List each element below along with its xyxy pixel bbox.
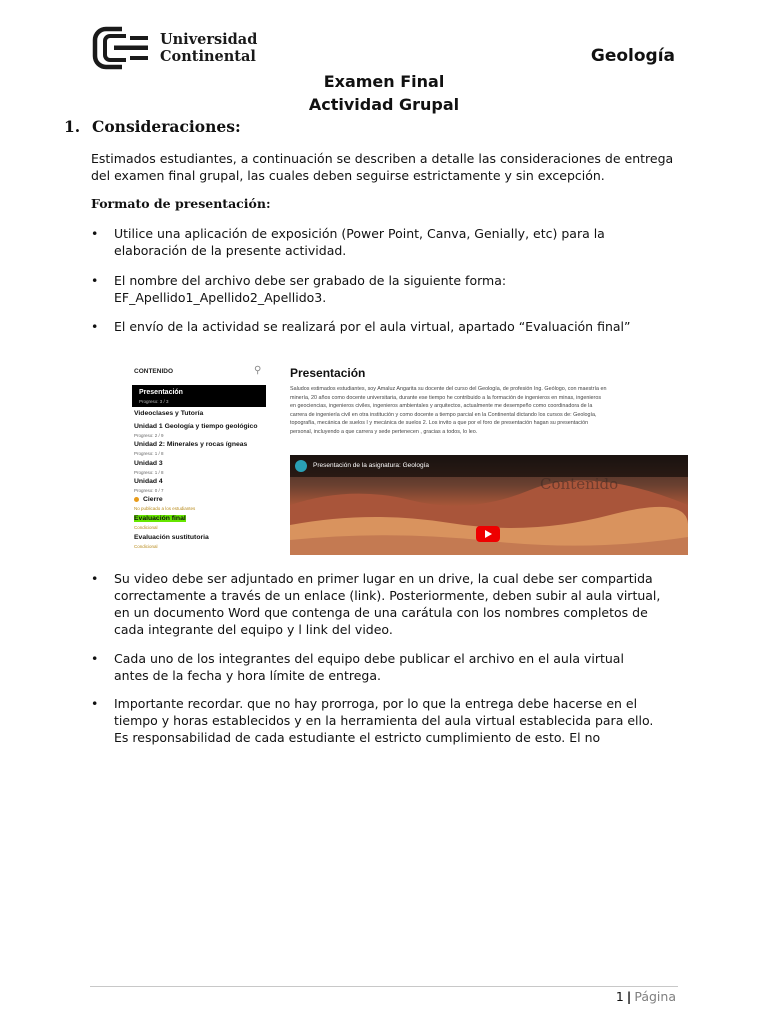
intro-line-2: del examen final grupal, las cuales deben seguirse estrictamente y sin excepción. (91, 168, 605, 183)
bullet-icon: • (91, 273, 99, 288)
sidebar-item-evaluacion-sustitutoria: Evaluación sustitutoria (134, 534, 209, 541)
sidebar-item-progress: Progreso: 3 / 3 (139, 399, 169, 404)
bullet-icon: • (91, 696, 99, 711)
sidebar-item-progress: Progreso: 2 / 9 (134, 433, 164, 438)
section-number: 1. (64, 117, 81, 136)
list-item-line: Su video debe ser adjuntado en primer lugar en un drive, la cual debe ser compartida (114, 571, 653, 586)
sidebar-item-label: Cierre (143, 496, 163, 503)
sidebar-item-progress: Progreso: 0 / 7 (134, 488, 164, 493)
sidebar-item-cierre (134, 496, 163, 503)
footer-divider (90, 986, 678, 987)
page-number: 1 (615, 989, 624, 1004)
page-label: Página (634, 989, 676, 1004)
sidebar-item-progress: Progreso: 1 / 8 (134, 470, 164, 475)
sidebar-heading: CONTENIDO (134, 368, 173, 375)
list-item-line: El envío de la actividad se realizará por el aula virtual, apartado “Evaluación final” (114, 319, 631, 334)
continental-logo-icon (92, 26, 150, 70)
sidebar-item-unidad-2: Unidad 2: Minerales y rocas ígneas (134, 441, 248, 448)
course-name: Geología (590, 46, 675, 66)
play-icon (476, 526, 500, 542)
sidebar-item-evaluacion-final (134, 515, 186, 522)
presentation-panel (289, 355, 689, 555)
footer-separator: | (626, 989, 632, 1004)
bullet-icon: • (91, 226, 99, 241)
list-item-line: Importante recordar. que no hay prorroga, por lo que la entrega debe hacerse en el (114, 696, 638, 711)
university-logo (92, 26, 257, 70)
list-item-line: El nombre del archivo debe ser grabado de la siguiente forma: (114, 273, 507, 288)
panel-title: Presentación (290, 366, 366, 380)
panel-body-line: minería, 20 años como docente universitaria, durante ese tiempo he contribuido a la formación de ingenieros en minas, ingenieros (290, 394, 602, 401)
sidebar-item-status: No publicado a los estudiantes (134, 506, 196, 511)
sidebar-item-unidad-4: Unidad 4 (134, 478, 163, 485)
list-item-line: Utilice una aplicación de exposición (Power Point, Canva, Genially, etc) para la (114, 226, 605, 241)
list-item-line: Es responsabilidad de cada estudiante el estricto cumplimiento de esto. El no (114, 730, 601, 745)
logo-line-2: Continental (160, 48, 256, 65)
panel-body-line: en geociencias, ingenieros civiles, ingenieros ambientales y arquitectos, actualmente me desempeño como coordinadora de la (290, 403, 593, 410)
panel-body-line: Saludos estimados estudiantes, soy Amaluz Angarita su docente del curso del Geología, de profesión Ing. Geólogo, con maestría en (290, 386, 607, 392)
channel-avatar-icon (295, 460, 307, 472)
sidebar-item-progress: Progreso: 1 / 8 (134, 451, 164, 456)
title-line-2: Actividad Grupal (308, 95, 460, 114)
sidebar-item-presentacion (132, 385, 266, 407)
section-title: Consideraciones: (92, 117, 241, 136)
highlighted-label: Evaluación final (134, 515, 186, 522)
list-item-line: cada integrante del equipo y l link del video. (114, 622, 393, 637)
course-sidebar (132, 355, 268, 555)
list-item-line: elaboración de la presente actividad. (114, 243, 347, 258)
panel-body-line: topografía, mecánica de suelos I y mecánica de suelos 2. Los invito a que por el foro de presentación hagan su presentación (290, 420, 589, 427)
video-thumbnail (290, 475, 688, 555)
logo-wordmark (160, 31, 257, 65)
sidebar-item-videoclases: Videoclases y Tutoría (134, 410, 204, 417)
video-watermark: Contenido (540, 475, 619, 493)
sidebar-item-unidad-3: Unidad 3 (134, 460, 163, 467)
panel-body-line: personal, incluyendo a que carrera y sede pertenecen , gracias a todos, lo leo. (290, 428, 478, 435)
search-icon: ⚲ (254, 365, 262, 376)
list-item-line: Cada uno de los integrantes del equipo debe publicar el archivo en el aula virtual (114, 651, 624, 666)
list-item-line: tiempo y horas establecidos y en la herramienta del aula virtual establecida para ello. (114, 713, 654, 728)
panel-body (290, 385, 688, 437)
embedded-screenshot (132, 355, 689, 555)
logo-line-1: Universidad (160, 31, 258, 48)
video-player (290, 455, 688, 555)
bullet-icon: • (91, 319, 99, 334)
page-footer (616, 989, 676, 1004)
list-item-line: correctamente a través de un enlace (link). Posteriormente, deben subir al aula virtual, (114, 588, 661, 603)
list-item-line: en un documento Word que contenga de una carátula con los nombres completos de (114, 605, 648, 620)
intro-paragraph (91, 150, 691, 184)
intro-line-1: Estimados estudiantes, a continuación se describen a detalle las consideraciones de entrega (91, 151, 674, 166)
status-dot-icon (134, 497, 139, 502)
title-line-1: Examen Final (323, 72, 445, 91)
format-heading: Formato de presentación: (91, 196, 271, 211)
panel-body-line: carrera de ingeniería civil en otra institución y como docente a tiempo parcial en la Continental dictando los cursos de: Geología, (290, 411, 597, 418)
list-item-line: EF_Apellido1_Apellido2_Apellido3. (114, 290, 327, 305)
sidebar-item-status: Condicional (134, 525, 158, 530)
section-heading (64, 117, 241, 136)
sidebar-item-unidad-1: Unidad 1 Geología y tiempo geológico (134, 423, 258, 430)
sidebar-item-status: Condicional (134, 544, 158, 549)
sidebar-item-label: Presentación (139, 389, 183, 396)
bullet-icon: • (91, 651, 99, 666)
document-title (0, 70, 768, 116)
bullet-icon: • (91, 571, 99, 586)
video-header (290, 455, 688, 477)
list-item-line: antes de la fecha y hora límite de entrega. (114, 668, 381, 683)
video-title: Presentación de la asignatura: Geología (313, 462, 429, 469)
